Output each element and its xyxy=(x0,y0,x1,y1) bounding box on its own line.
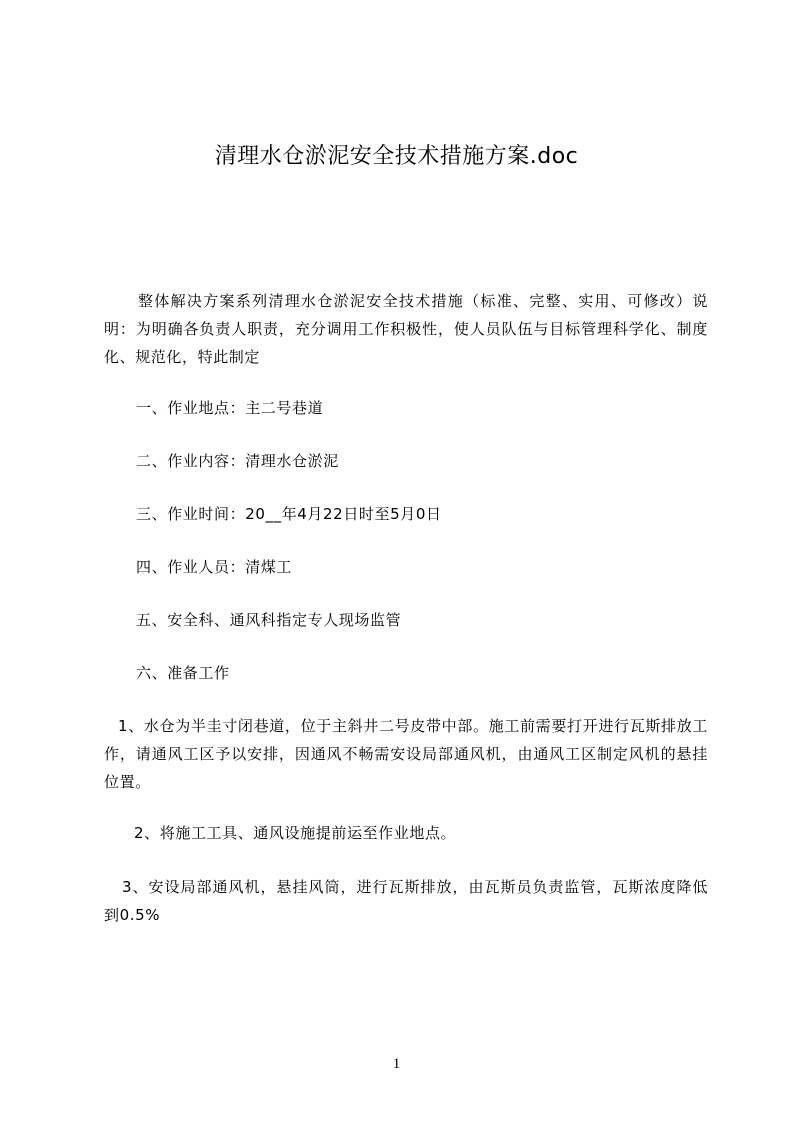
section-supervision: 五、安全科、通风科指定专人现场监管 xyxy=(136,611,402,629)
document-title: 清理水仓淤泥安全技术措施方案.doc xyxy=(214,144,579,169)
preparation-item-3-line xyxy=(104,873,708,929)
intro-paragraph: 整体解决方案系列清理水仓淤泥安全技术措施（标准、完整、实用、可修改）说明：为明确各负责人职责，充分调用工作积极性，使人员队伍与目标管理科学化、制度化、规范化，特此制定 xyxy=(104,292,708,366)
preparation-item-3: 3、安设局部通风机，悬挂风筒，进行瓦斯排放，由瓦斯员负责监管，瓦斯浓度降低到0.5% xyxy=(104,878,708,924)
preparation-item-2: 2、将施工工具、通风设施提前运至作业地点。 xyxy=(134,824,457,842)
preparation-item-1: 1、水仓为半圭寸闭巷道，位于主斜井二号皮带中部。施工前需要打开进行瓦斯排放工作，请通风工区予以安排，因通风不畅需安设局部通风机，由通风工区制定风机的悬挂位置。 xyxy=(104,717,708,791)
section-work-personnel: 四、作业人员：清煤工 xyxy=(136,558,293,576)
section-work-time: 三、作业时间：20__年4月22日时至5月0日 xyxy=(136,505,442,523)
section-preparation: 六、准备工作 xyxy=(136,664,230,682)
section-work-content: 二、作业内容：清理水仓淤泥 xyxy=(136,452,339,470)
section-work-location: 一、作业地点：主二号巷道 xyxy=(136,399,324,417)
page-number: 1 xyxy=(392,1056,401,1072)
